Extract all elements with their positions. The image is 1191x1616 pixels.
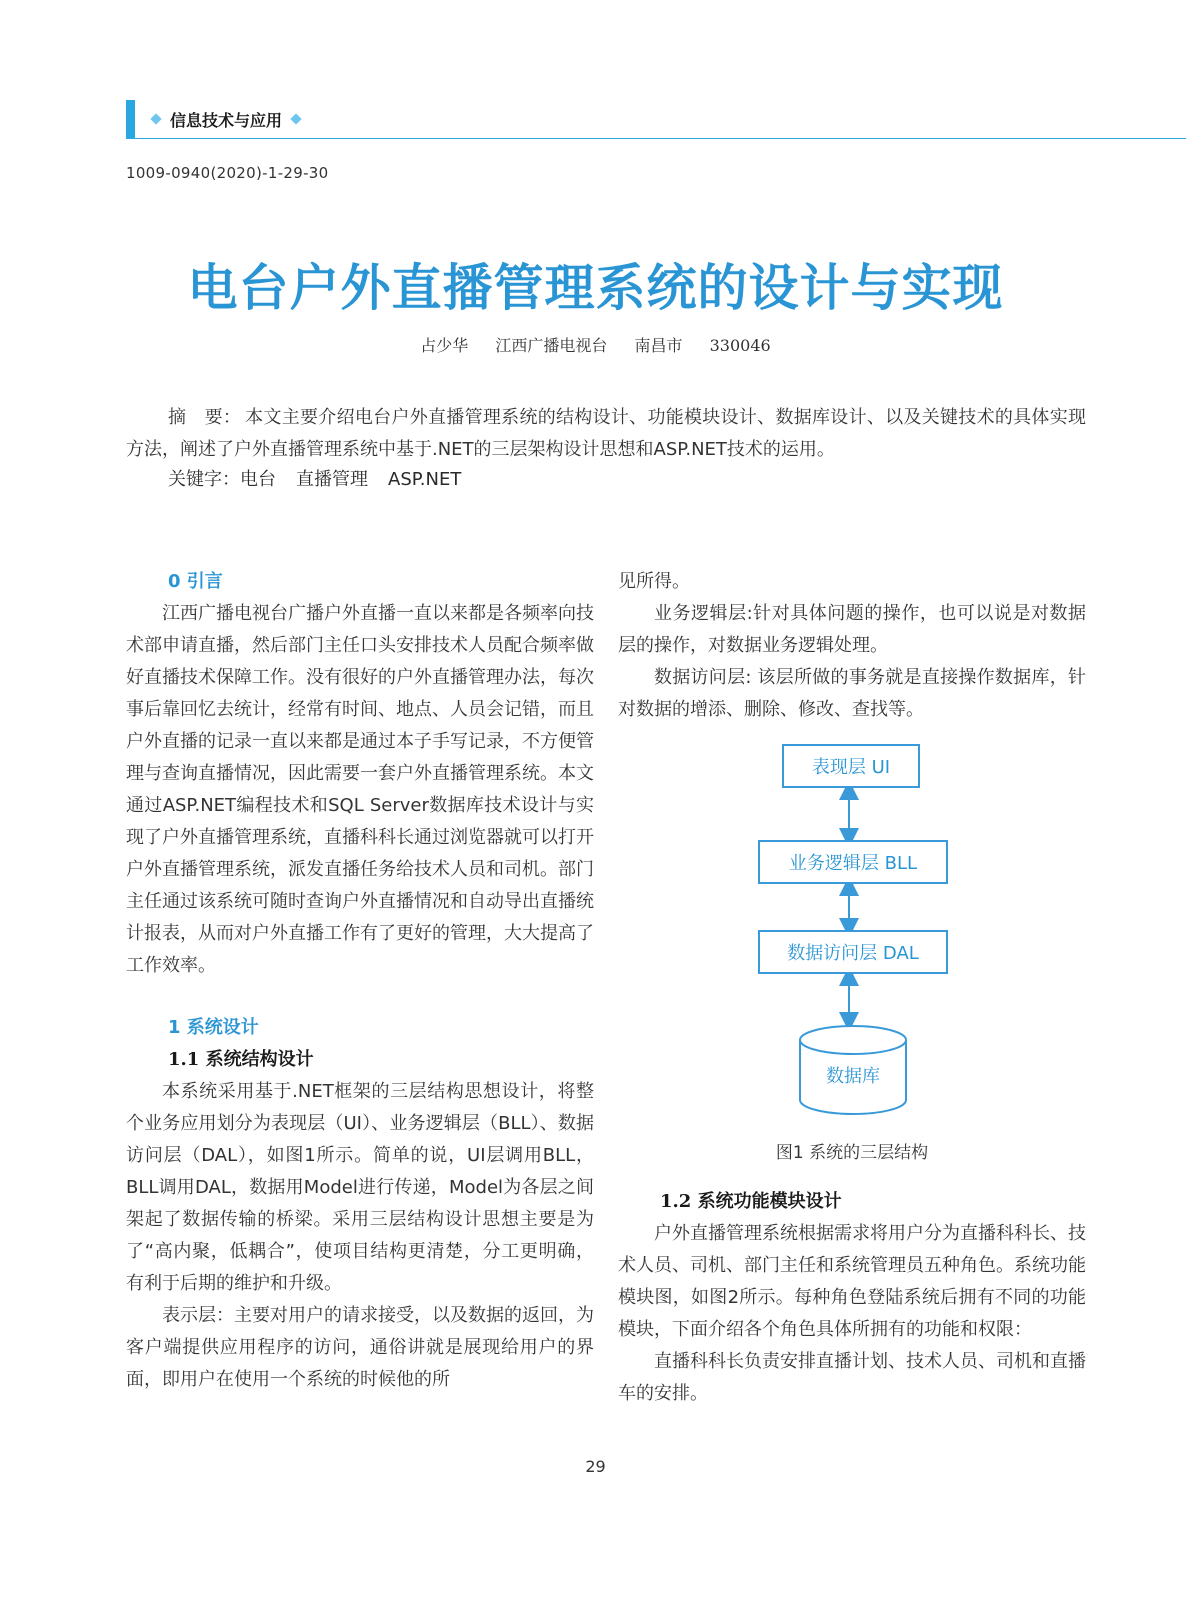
bll-layer-box: 业务逻辑层 BLL xyxy=(758,840,948,884)
author-line xyxy=(0,333,1191,356)
right-column xyxy=(618,566,1086,726)
left-column xyxy=(126,566,594,1396)
column-header xyxy=(148,104,304,134)
right-column-lower xyxy=(618,1186,1086,1410)
keyword-item: 电台 xyxy=(240,469,276,490)
database-cylinder-top xyxy=(800,1026,906,1054)
continued-text: 见所得。 xyxy=(618,571,690,592)
author-name: 占少华 xyxy=(420,336,469,355)
diamond-icon xyxy=(290,113,301,124)
author-affiliation: 江西广播电视台 xyxy=(495,336,608,355)
section-heading-system-design: 1 系统设计 xyxy=(168,1017,259,1038)
header-rule xyxy=(126,138,1186,139)
database-label: 数据库 xyxy=(826,1066,880,1087)
function-paragraph: 户外直播管理系统根据需求将用户分为直播科科长、技术人员、司机、部门主任和系统管理员五种角色。系统功能模块图，如图2所示。每种角色登陆系统后拥有不同的功能模块，下面介绍各个角色具体所拥有的功能和权限： xyxy=(618,1223,1086,1340)
dal-layer-box: 数据访问层 DAL xyxy=(758,930,948,974)
article-title: 电台户外直播管理系统的设计与实现 xyxy=(187,259,1004,317)
abstract-text: 本文主要介绍电台户外直播管理系统的结构设计、功能模块设计、数据库设计、以及关键技术的具体实现方法，阐述了户外直播管理系统中基于.NET的三层架构设计思想和ASP.NET技术的运用。 xyxy=(126,407,1087,460)
column-name: 信息技术与应用 xyxy=(170,110,283,130)
header-accent-bar xyxy=(126,100,135,138)
intro-paragraph: 江西广播电视台广播户外直播一直以来都是各频率向技术部申请直播，然后部门主任口头安排技术人员配合频率做好直播技术保障工作。没有很好的户外直播管理办法，每次事后靠回忆去统计，经常有时间、地点、人员会记错，而且户外直播的记录一直以来都是通过本子手写记录，不方便管理与查询直播情况，因此需要一套户外直播管理系统。本文通过ASP.NET编程技术和SQL Server数据库技术设计与实现了户外直播管理系统，直播科科长通过浏览器就可以打开户外直播管理系统，派发直播任务给技术人员和司机。部门主任通过该系统可随时查询户外直播情况和自动导出直播统计报表，从而对户外直播工作有了更好的管理，大大提高了工作效率。 xyxy=(126,603,594,976)
figure-caption: 图1 系统的三层结构 xyxy=(775,1143,929,1163)
subsection-heading-structure: 1.1 系统结构设计 xyxy=(168,1049,314,1070)
bll-paragraph: 业务逻辑层:针对具体问题的操作，也可以说是对数据层的操作，对数据业务逻辑处理。 xyxy=(618,603,1086,656)
three-tier-diagram xyxy=(618,730,1086,1130)
page-number: 29 xyxy=(585,1457,606,1476)
dal-paragraph: 数据访问层: 该层所做的事务就是直接操作数据库，针对数据的增添、删除、修改、查找等。 xyxy=(618,667,1086,720)
diamond-icon xyxy=(150,113,161,124)
author-postcode: 330046 xyxy=(709,336,771,355)
structure-paragraph: 本系统采用基于.NET框架的三层结构思想设计，将整个业务应用划分为表现层（UI）、业务逻辑层（BLL）、数据访问层（DAL），如图1所示。简单的说，UI层调用BLL，BLL调用DAL，数据用Model进行传递，Model为各层之间架起了数据传输的桥梁。采用三层结构设计思想主要是为了“高内聚，低耦合”，使项目结构更清楚，分工更明确，有利于后期的维护和升级。 xyxy=(126,1081,594,1294)
section-chief-paragraph: 直播科科长负责安排直播计划、技术人员、司机和直播车的安排。 xyxy=(618,1351,1086,1404)
ui-layer-box: 表现层 UI xyxy=(782,744,920,788)
keywords-label: 关键字： xyxy=(168,469,240,490)
document-id: 1009-0940(2020)-1-29-30 xyxy=(126,164,329,182)
keywords xyxy=(126,464,1086,496)
keyword-item: ASP.NET xyxy=(388,469,462,490)
author-city: 南昌市 xyxy=(634,336,683,355)
subsection-heading-function: 1.2 系统功能模块设计 xyxy=(660,1191,842,1212)
section-heading-intro: 0 引言 xyxy=(168,571,223,592)
keyword-item: 直播管理 xyxy=(296,469,368,490)
abstract xyxy=(126,402,1086,466)
abstract-label: 摘 要： xyxy=(168,407,242,428)
presentation-layer-paragraph: 表示层：主要对用户的请求接受，以及数据的返回，为客户端提供应用程序的访问，通俗讲就是展现给用户的界面，即用户在使用一个系统的时候他的所 xyxy=(126,1305,594,1390)
